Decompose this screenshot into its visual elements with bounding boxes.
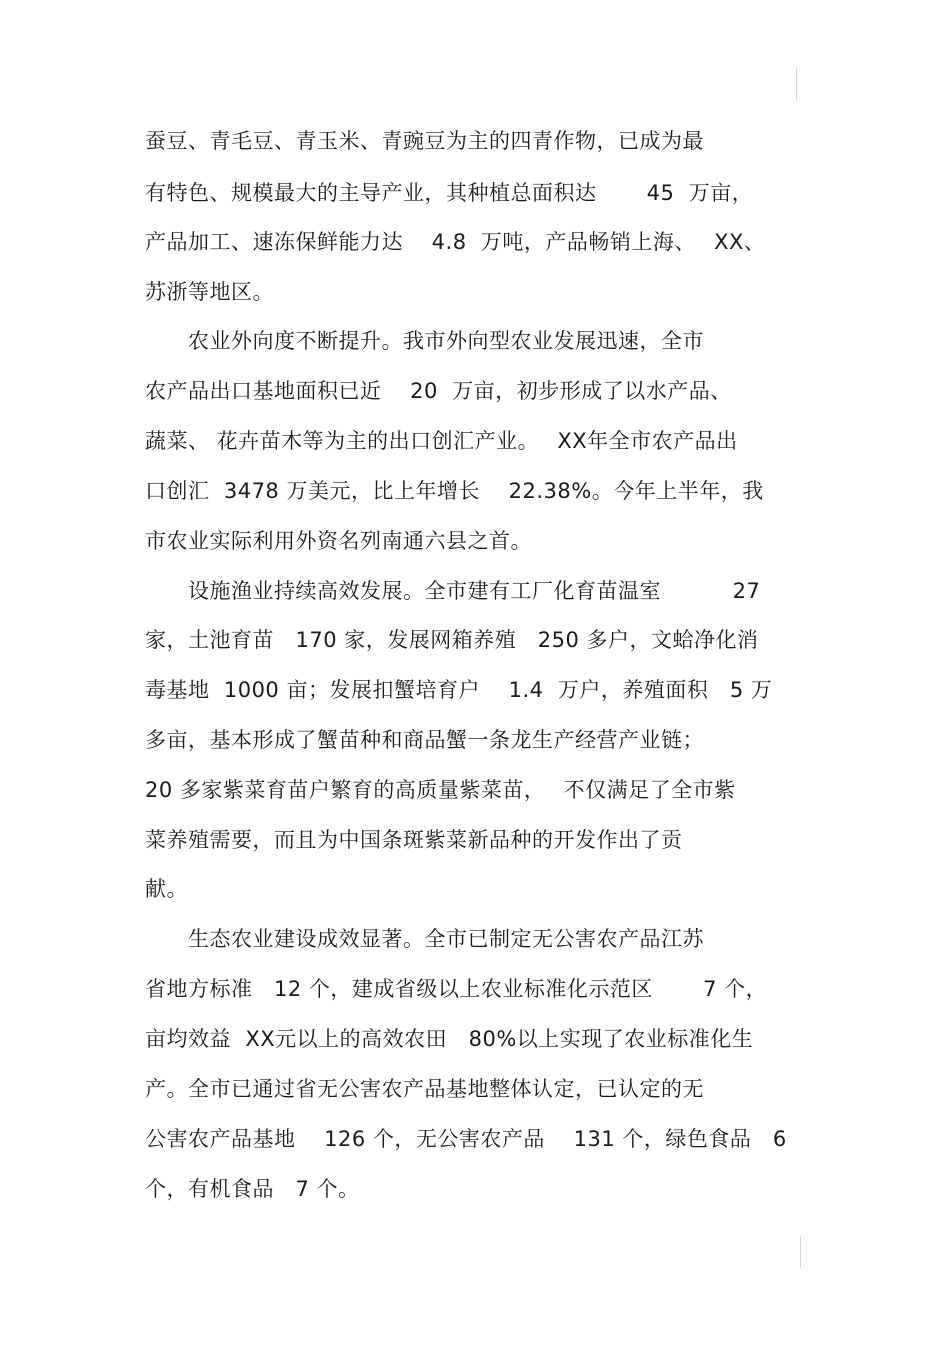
text-line: 产。全市已通过省无公害农产品基地整体认定，已认定的无: [145, 1077, 704, 1101]
text-line: 生态农业建设成效显著。全市已制定无公害农产品江苏: [145, 927, 704, 951]
text-line: 农业外向度不断提升。我市外向型农业发展迅速，全市: [145, 329, 704, 353]
text-line: 有特色、规模最大的主导产业，其种植总面积达 45 万亩，: [145, 181, 754, 205]
text-line: 个，有机食品 7 个。: [145, 1177, 360, 1201]
text-line: 苏浙等地区。: [145, 280, 274, 304]
text-line: 献。: [145, 877, 188, 901]
page-corner-mark-bottom: [800, 1236, 801, 1268]
text-line: 设施渔业持续高效发展。全市建有工厂化育苗温室 27: [145, 579, 761, 603]
text-line: 市农业实际利用外资名列南通六县之首。: [145, 529, 532, 553]
text-line: 公害农产品基地 126 个，无公害农产品 131 个，绿色食品 6: [145, 1127, 787, 1151]
text-line: 农产品出口基地面积已近 20 万亩，初步形成了以水产品、: [145, 379, 732, 403]
text-line: 毒基地 1000 亩；发展扣蟹培育户 1.4 万户，养殖面积 5 万: [145, 678, 773, 702]
text-line: 蔬菜、 花卉苗木等为主的出口创汇产业。 XX年全市农产品出: [145, 429, 738, 453]
text-line: 多亩，基本形成了蟹苗种和商品蟹一条龙生产经营产业链；: [145, 728, 704, 752]
text-line: 产品加工、速冻保鲜能力达 4.8 万吨，产品畅销上海、 XX、: [145, 230, 766, 254]
text-line: 亩均效益 XX元以上的高效农田 80%以上实现了农业标准化生: [145, 1027, 754, 1051]
text-line: 20 多家紫菜育苗户繁育的高质量紫菜苗， 不仅满足了全市紫: [145, 778, 736, 802]
text-line: 家，土池育苗 170 家，发展网箱养殖 250 多户，文蛤净化消: [145, 628, 759, 652]
page-corner-mark-top: [796, 68, 797, 100]
text-line: 菜养殖需要，而且为中国条斑紫菜新品种的开发作出了贡: [145, 828, 683, 852]
text-line: 省地方标准 12 个，建成省级以上农业标准化示范区 7 个，: [145, 977, 768, 1001]
text-line: 口创汇 3478 万美元，比上年增长 22.38%。今年上半年，我: [145, 479, 764, 503]
text-line: 蚕豆、青毛豆、青玉米、青豌豆为主的四青作物，已成为最: [145, 129, 704, 153]
